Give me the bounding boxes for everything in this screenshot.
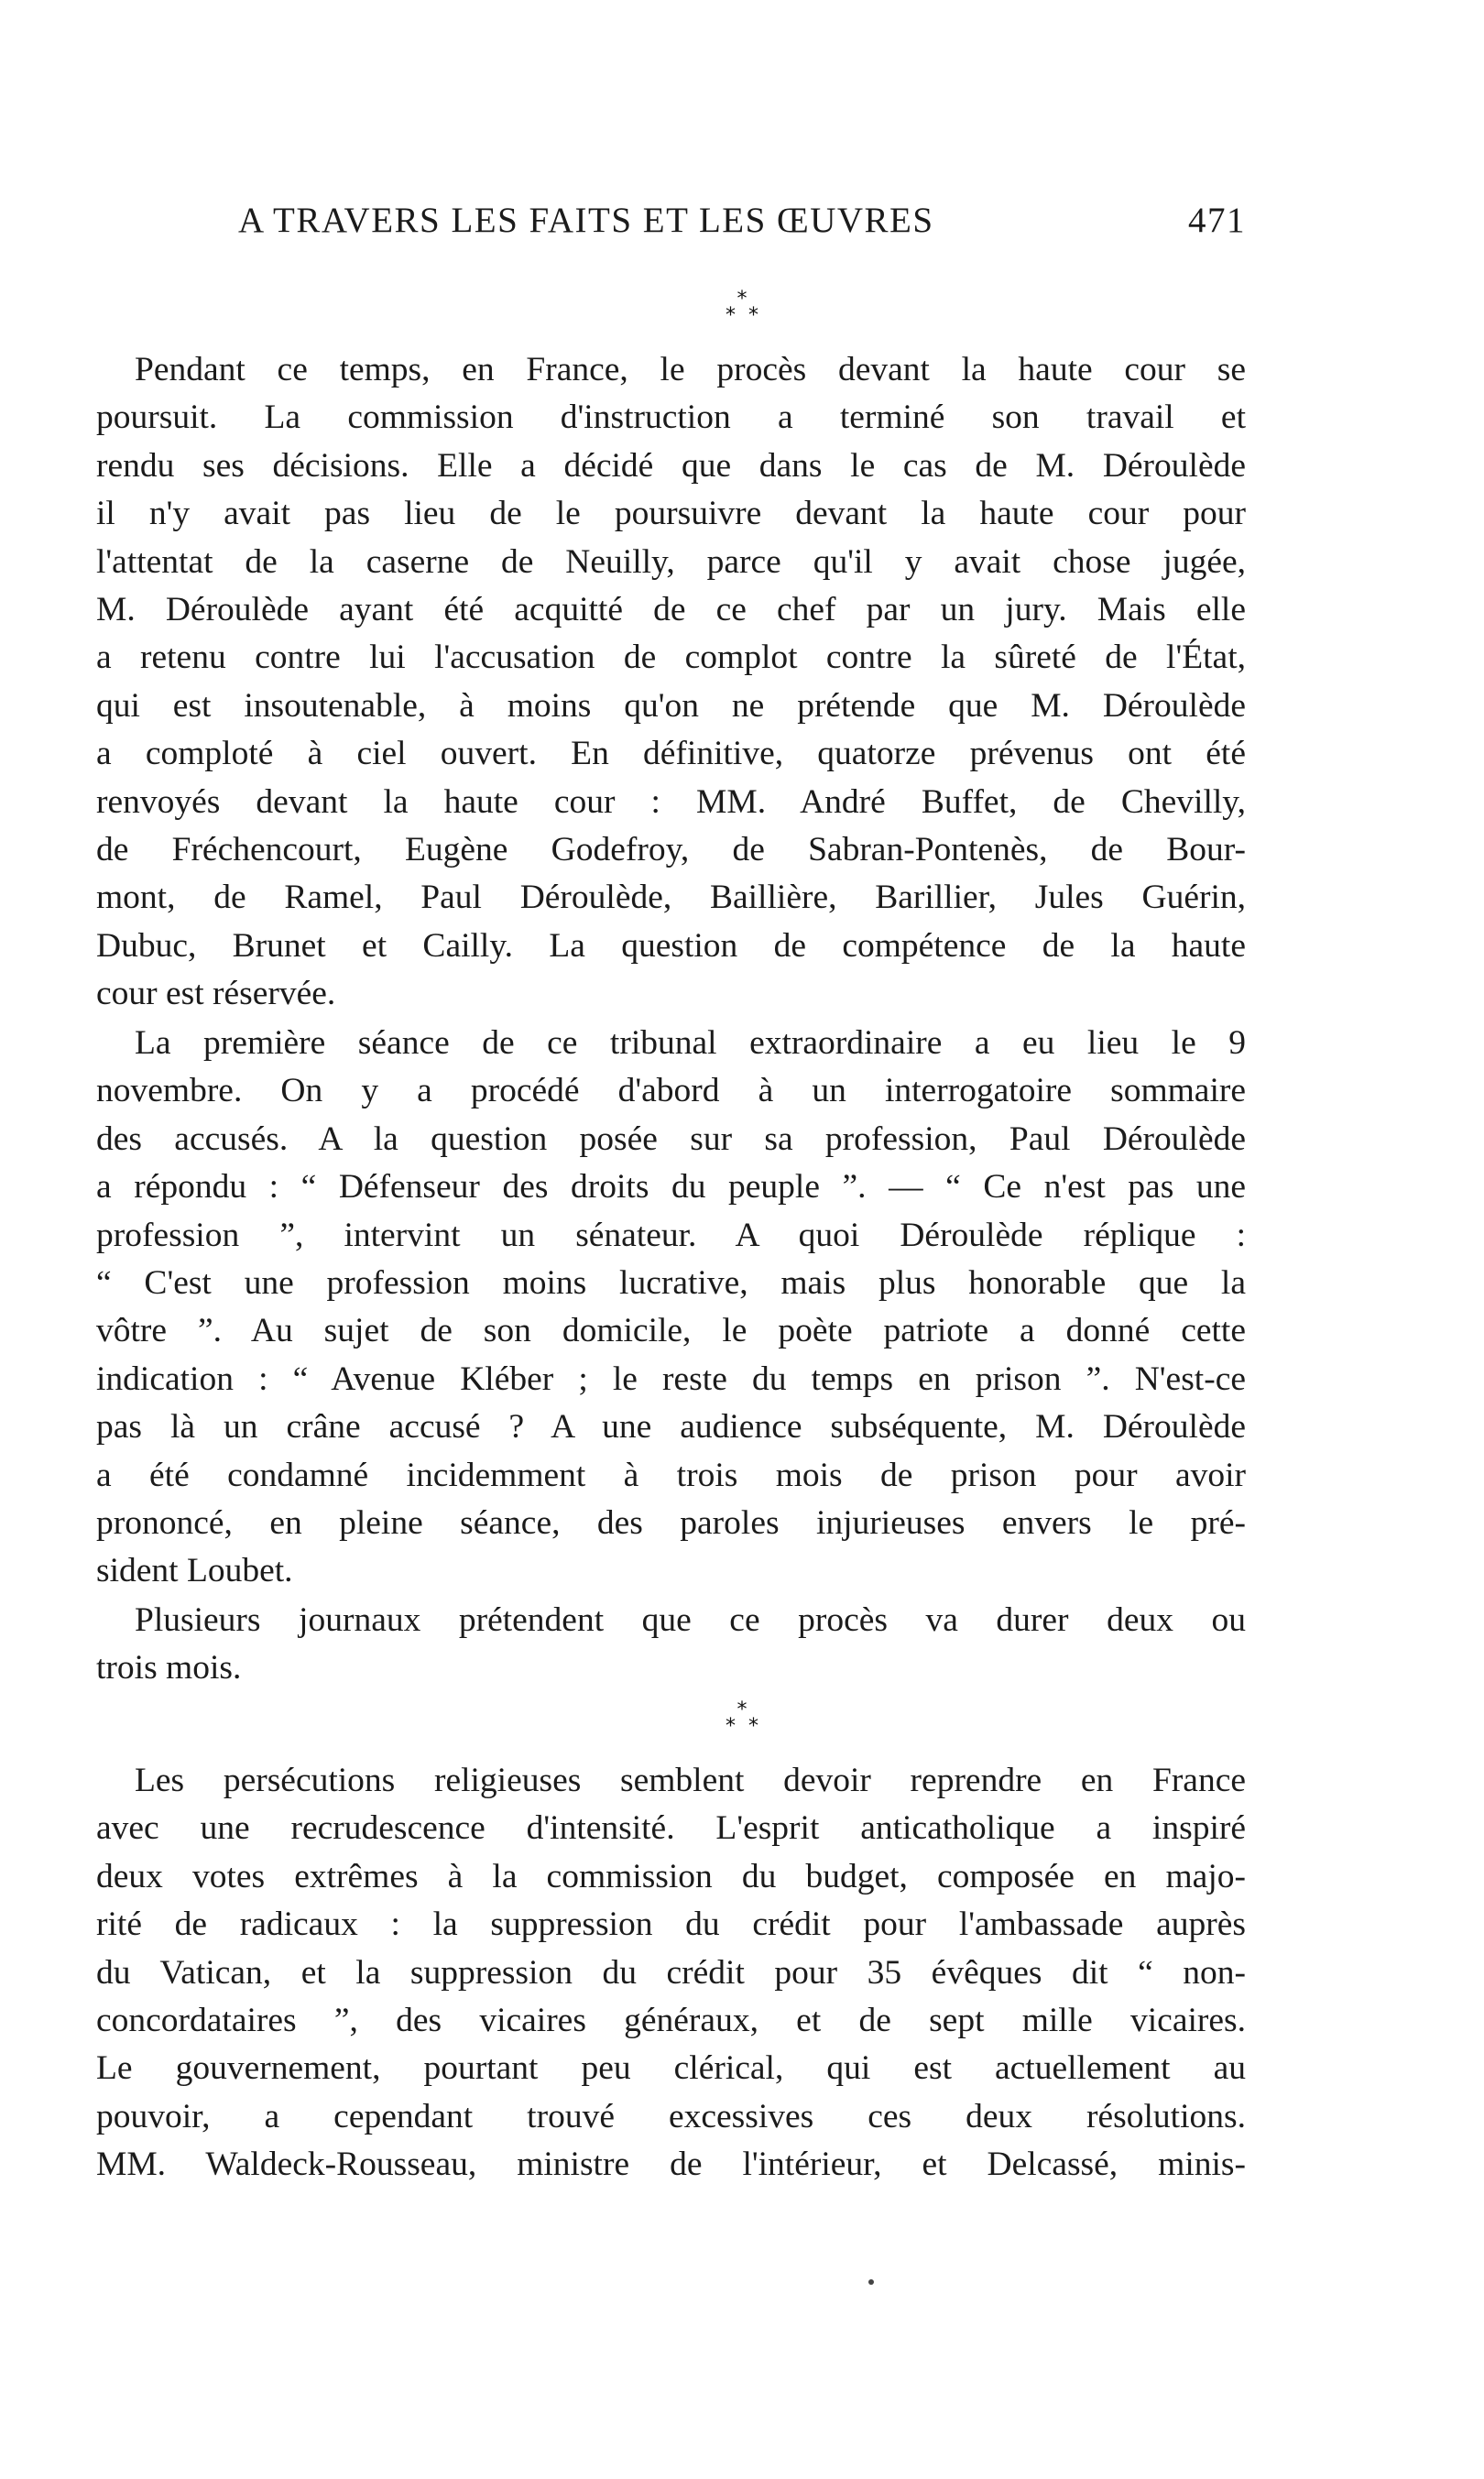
text-line: a retenu contre lui l'accusation de complot contre la sûreté de l'État, xyxy=(96,639,1246,677)
paragraph-journaux xyxy=(96,1597,1246,1693)
text-line: Pendant ce temps, en France, le procès devant la haute cour se xyxy=(135,351,1246,388)
text-line: Les persécutions religieuses semblent devoir reprendre en France xyxy=(135,1762,1246,1799)
running-head xyxy=(101,200,1246,255)
asterism-star-row: ** xyxy=(726,304,771,327)
text-line: trois mois. xyxy=(96,1649,242,1687)
text-line: novembre. On y a procédé d'abord à un interrogatoire sommaire xyxy=(96,1072,1246,1110)
text-line: Plusieurs journaux prétendent que ce procès va durer deux ou xyxy=(135,1601,1246,1639)
text-line: Le gouvernement, pourtant peu clérical, qui est actuellement au xyxy=(96,2049,1246,2088)
paragraph-haute-cour xyxy=(96,346,1246,1019)
text-line: sident Loubet. xyxy=(96,1552,293,1590)
text-line: rité de radicaux : la suppression du crédit pour l'ambassade auprès xyxy=(96,1906,1246,1944)
text-line: profession ”, intervint un sénateur. A quoi Déroulède réplique : xyxy=(96,1216,1246,1254)
text-line: renvoyés devant la haute cour : MM. André Buffet, de Chevilly, xyxy=(96,782,1246,821)
text-line: il n'y avait pas lieu de le poursuivre devant la haute cour pour xyxy=(96,495,1246,533)
text-line: mont, de Ramel, Paul Déroulède, Baillière, Barillier, Jules Guérin, xyxy=(96,879,1246,917)
paragraph-premiere-seance xyxy=(96,1020,1246,1596)
text-line: poursuit. La commission d'instruction a terminé son travail et xyxy=(96,399,1246,437)
asterism-separator-top xyxy=(0,288,1484,327)
text-line: avec une recrudescence d'intensité. L'esprit anticatholique a inspiré xyxy=(96,1809,1246,1848)
text-line: deux votes extrêmes à la commission du budget, composée en majo- xyxy=(96,1857,1246,1895)
asterism-separator-middle xyxy=(0,1698,1484,1738)
paragraph-persecutions xyxy=(96,1757,1246,2190)
text-line: du Vatican, et la suppression du crédit pour 35 évêques dit “ non- xyxy=(96,1953,1246,1992)
text-line: concordataires ”, des vicaires généraux, et de sept mille vicaires. xyxy=(96,2002,1246,2040)
text-line: vôtre ”. Au sujet de son domicile, le poète patriote a donné cette xyxy=(96,1312,1246,1350)
page-number: 471 xyxy=(1188,201,1246,240)
text-line: de Fréchencourt, Eugène Godefroy, de Sabran-Pontenès, de Bour- xyxy=(96,831,1246,869)
print-speck xyxy=(868,2279,874,2285)
text-line: MM. Waldeck-Rousseau, ministre de l'intérieur, et Delcassé, minis- xyxy=(96,2146,1246,2184)
asterism-star-row: ** xyxy=(726,1715,771,1738)
asterism-star-top: * xyxy=(737,288,747,311)
text-line: Dubuc, Brunet et Cailly. La question de compétence de la haute xyxy=(96,926,1246,965)
text-line: des accusés. A la question posée sur sa profession, Paul Déroulède xyxy=(96,1119,1246,1158)
text-line: a comploté à ciel ouvert. En définitive, quatorze prévenus ont été xyxy=(96,735,1246,773)
text-line: M. Déroulède ayant été acquitté de ce chef par un jury. Mais elle xyxy=(96,591,1246,629)
asterism-star-top: * xyxy=(737,1698,747,1721)
text-line: pas là un crâne accusé ? A une audience subséquente, M. Déroulède xyxy=(96,1408,1246,1447)
text-line: a été condamné incidemment à trois mois de prison pour avoir xyxy=(96,1456,1246,1494)
text-line: indication : “ Avenue Kléber ; le reste du temps en prison ”. N'est-ce xyxy=(96,1360,1246,1398)
text-line: prononcé, en pleine séance, des paroles injurieuses envers le pré- xyxy=(96,1504,1246,1543)
running-title: A TRAVERS LES FAITS ET LES ŒUVRES xyxy=(238,201,934,240)
text-line: rendu ses décisions. Elle a décidé que dans le cas de M. Déroulède xyxy=(96,446,1246,485)
text-line: pouvoir, a cependant trouvé excessives ces deux résolutions. xyxy=(96,2097,1246,2135)
text-line: “ C'est une profession moins lucrative, mais plus honorable que la xyxy=(96,1264,1246,1303)
text-line: qui est insoutenable, à moins qu'on ne prétende que M. Déroulède xyxy=(96,686,1246,725)
text-line: l'attentat de la caserne de Neuilly, parce qu'il y avait chose jugée, xyxy=(96,542,1246,581)
text-line: La première séance de ce tribunal extraordinaire a eu lieu le 9 xyxy=(135,1024,1246,1062)
text-line: cour est réservée. xyxy=(96,975,336,1013)
text-line: a répondu : “ Défenseur des droits du peuple ”. — “ Ce n'est pas une xyxy=(96,1168,1246,1207)
